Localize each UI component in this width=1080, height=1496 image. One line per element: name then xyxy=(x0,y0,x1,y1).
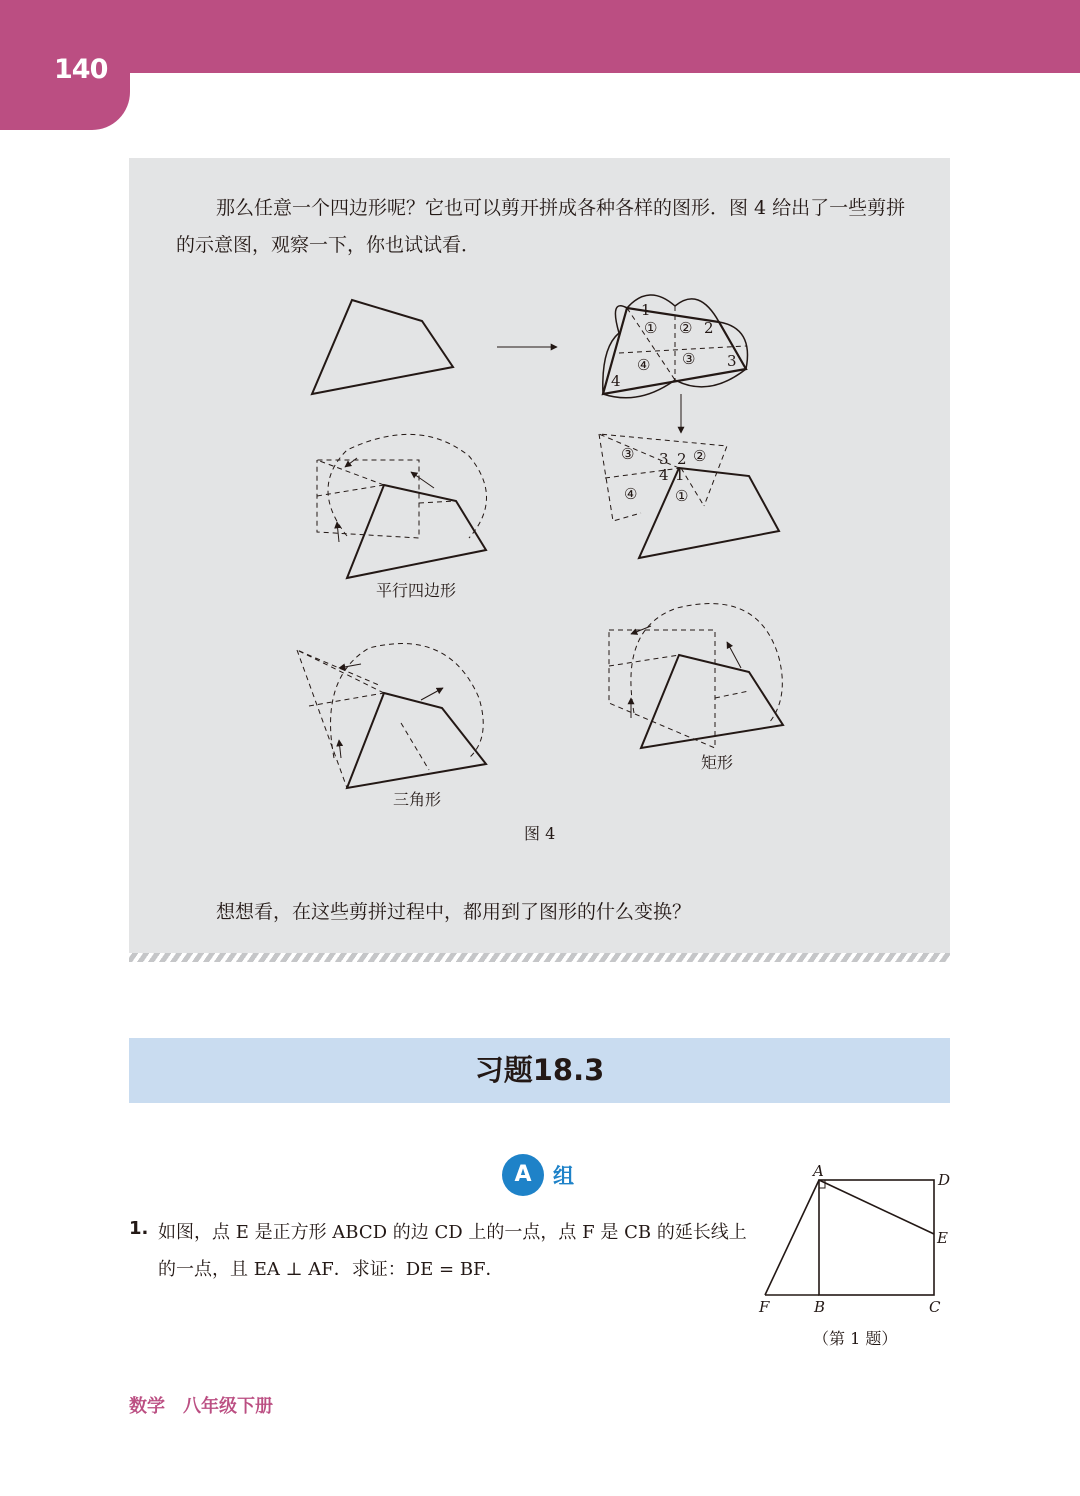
exercise-banner xyxy=(129,1038,950,1103)
label-rectangle: 矩形 xyxy=(701,753,734,772)
vertex-label-d: D xyxy=(938,1171,951,1189)
footer-book-title: 数学 八年级下册 xyxy=(129,1396,273,1417)
exercise-title: 习题18.3 xyxy=(474,1053,605,1087)
scallop-circle-2: ② xyxy=(679,319,693,337)
triangle-quad xyxy=(347,693,486,788)
group-label: 组 xyxy=(553,1164,574,1188)
vertex-label-e: E xyxy=(937,1229,948,1247)
original-quadrilateral xyxy=(312,300,453,394)
figure-caption: 图 4 xyxy=(524,824,556,843)
scallop-circle-4: ④ xyxy=(637,356,651,374)
rectangle-quad xyxy=(641,655,783,748)
assembled-circle-3: ③ xyxy=(621,445,635,463)
problem-1-number: 1. xyxy=(129,1218,149,1239)
explore-paragraph-1: 那么任意一个四边形呢？它也可以剪开拼成各种各样的图形．图 4 给出了一些剪拼的示意图，观察一下，你也试试看． xyxy=(176,197,906,256)
label-parallelogram: 平行四边形 xyxy=(376,581,457,600)
scallop-num-3: 3 xyxy=(727,352,737,370)
vertex-label-c: C xyxy=(929,1298,941,1316)
scallop-num-1: 1 xyxy=(641,301,651,319)
label-triangle: 三角形 xyxy=(393,790,442,809)
figure-4-cut-and-assemble xyxy=(129,158,950,962)
assembled-num-4: 4 xyxy=(659,466,669,484)
assembled-circle-2: ② xyxy=(693,447,707,465)
vertex-label-f: F xyxy=(759,1298,770,1316)
scallop-circle-1: ① xyxy=(644,319,658,337)
assembled-circle-4: ④ xyxy=(624,485,638,503)
assembled-num-1: 1 xyxy=(675,466,685,484)
vertex-label-a: A xyxy=(813,1162,824,1180)
scallop-circle-3: ③ xyxy=(682,350,696,368)
problem-1-figure-caption: （第 1 题） xyxy=(813,1329,898,1348)
scallop-num-4: 4 xyxy=(611,372,621,390)
problem-1-text: 如图，点 E 是正方形 ABCD 的边 CD 上的一点，点 F 是 CB 的延长线上的一点，且 EA ⊥ AF．求证：DE = BF． xyxy=(158,1222,747,1280)
problem-1-figure xyxy=(755,1160,955,1320)
assembled-num-2: 2 xyxy=(677,450,687,468)
explore-paragraph-2: 想想看，在这些剪拼过程中，都用到了图形的什么变换？ xyxy=(216,901,692,923)
parallelogram-quad xyxy=(347,485,486,578)
scallop-num-2: 2 xyxy=(704,319,714,337)
group-a-badge: A xyxy=(502,1154,544,1196)
assembled-circle-1: ① xyxy=(675,487,689,505)
vertex-label-b: B xyxy=(814,1298,826,1316)
header-band xyxy=(0,0,1080,73)
assembled-num-3: 3 xyxy=(659,450,669,468)
page-number: 140 xyxy=(54,54,108,85)
